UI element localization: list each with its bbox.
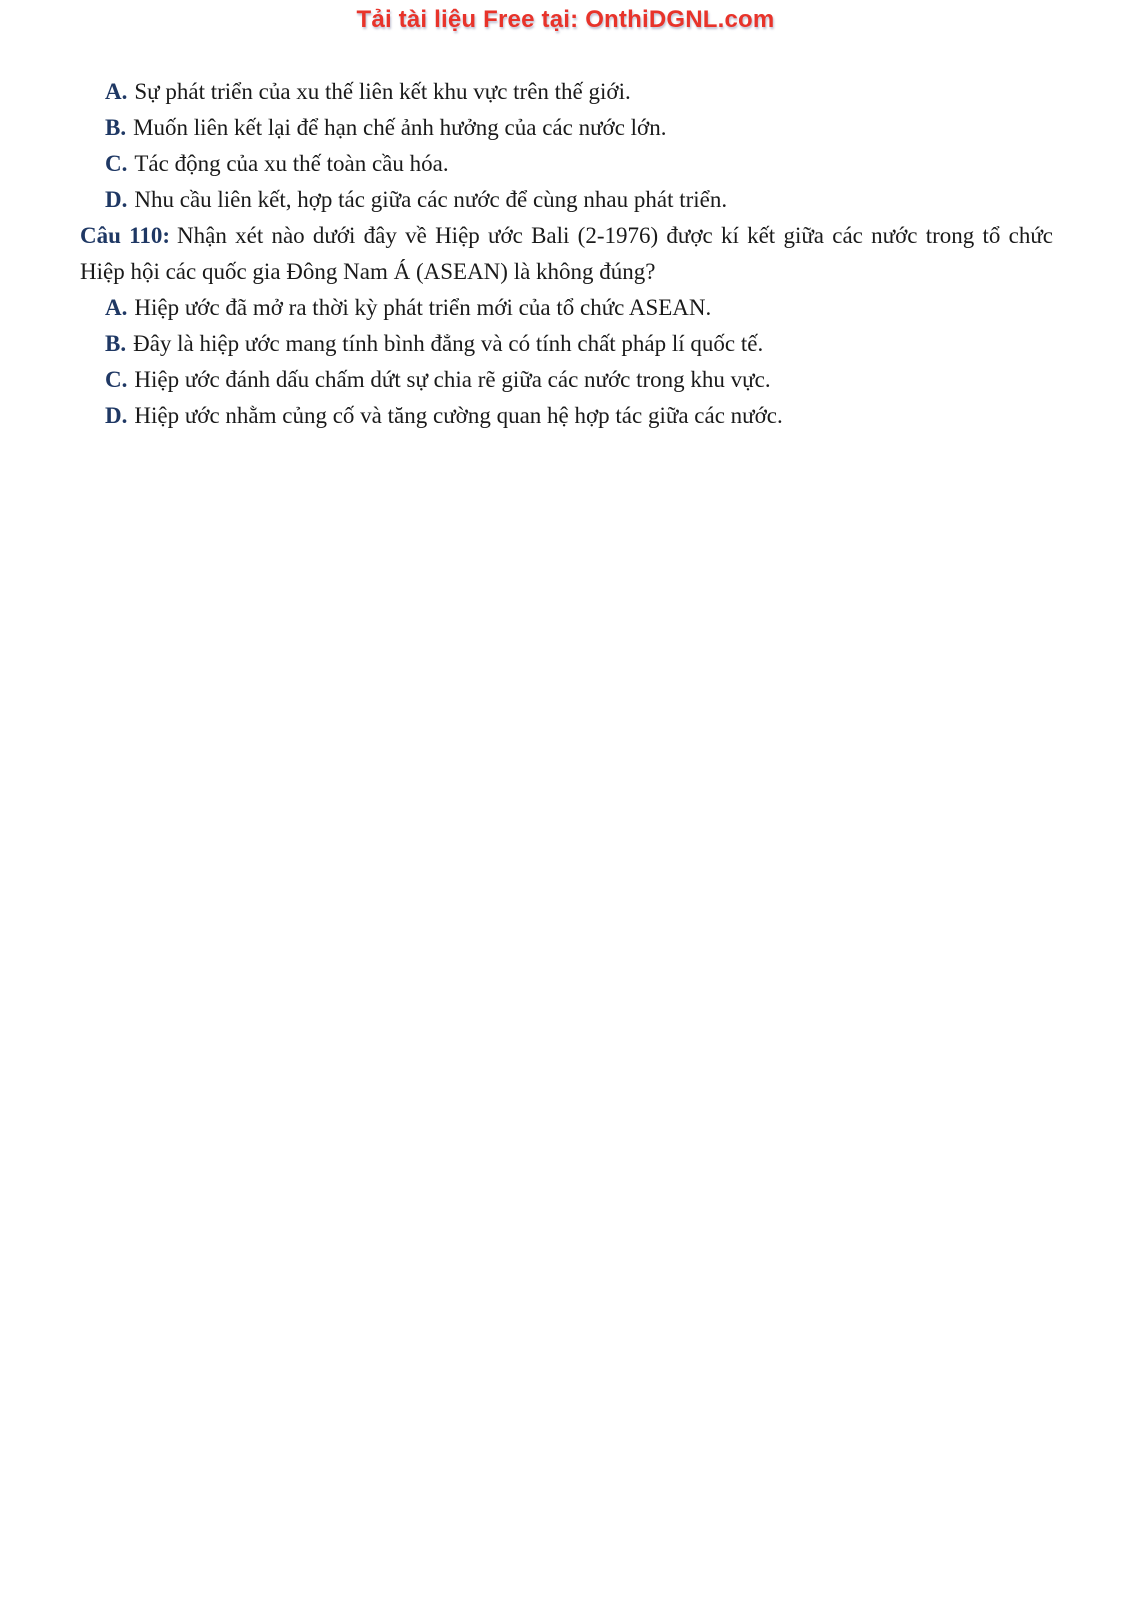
option-text: Tác động của xu thế toàn cầu hóa.	[134, 151, 449, 176]
option-b	[80, 110, 1053, 146]
option-letter: C.	[105, 151, 128, 176]
document-content	[80, 74, 1053, 434]
question-110	[80, 218, 1053, 290]
option-text: Hiệp ước đã mở ra thời kỳ phát triển mới của tổ chức ASEAN.	[134, 295, 712, 320]
option-c	[80, 362, 1053, 398]
option-text: Đây là hiệp ước mang tính bình đẳng và có tính chất pháp lí quốc tế.	[133, 331, 764, 356]
option-a	[80, 74, 1053, 110]
option-letter: C.	[105, 367, 128, 392]
option-text: Nhu cầu liên kết, hợp tác giữa các nước để cùng nhau phát triển.	[134, 187, 728, 212]
question-text: Nhận xét nào dưới đây về Hiệp ước Bali (2-1976) được kí kết giữa các nước trong tổ chức Hiệp hội các quốc gia Đông Nam Á (ASEAN) là không đúng?	[80, 223, 1054, 284]
option-text: Hiệp ước nhằm củng cố và tăng cường quan hệ hợp tác giữa các nước.	[134, 403, 783, 428]
option-letter: B.	[105, 115, 127, 140]
option-d	[80, 182, 1053, 218]
option-letter: A.	[105, 79, 128, 104]
option-letter: D.	[105, 187, 128, 212]
option-c	[80, 146, 1053, 182]
option-a	[80, 290, 1053, 326]
option-text: Muốn liên kết lại để hạn chế ảnh hưởng của các nước lớn.	[133, 115, 667, 140]
watermark-header: Tải tài liệu Free tại: OnthiDGNL.com	[356, 6, 775, 33]
question-number: Câu 110:	[80, 223, 171, 248]
option-letter: A.	[105, 295, 128, 320]
option-letter: D.	[105, 403, 128, 428]
option-letter: B.	[105, 331, 127, 356]
option-text: Sự phát triển của xu thế liên kết khu vực trên thế giới.	[134, 79, 631, 104]
option-text: Hiệp ước đánh dấu chấm dứt sự chia rẽ giữa các nước trong khu vực.	[134, 367, 771, 392]
option-b	[80, 326, 1053, 362]
option-d	[80, 398, 1053, 434]
